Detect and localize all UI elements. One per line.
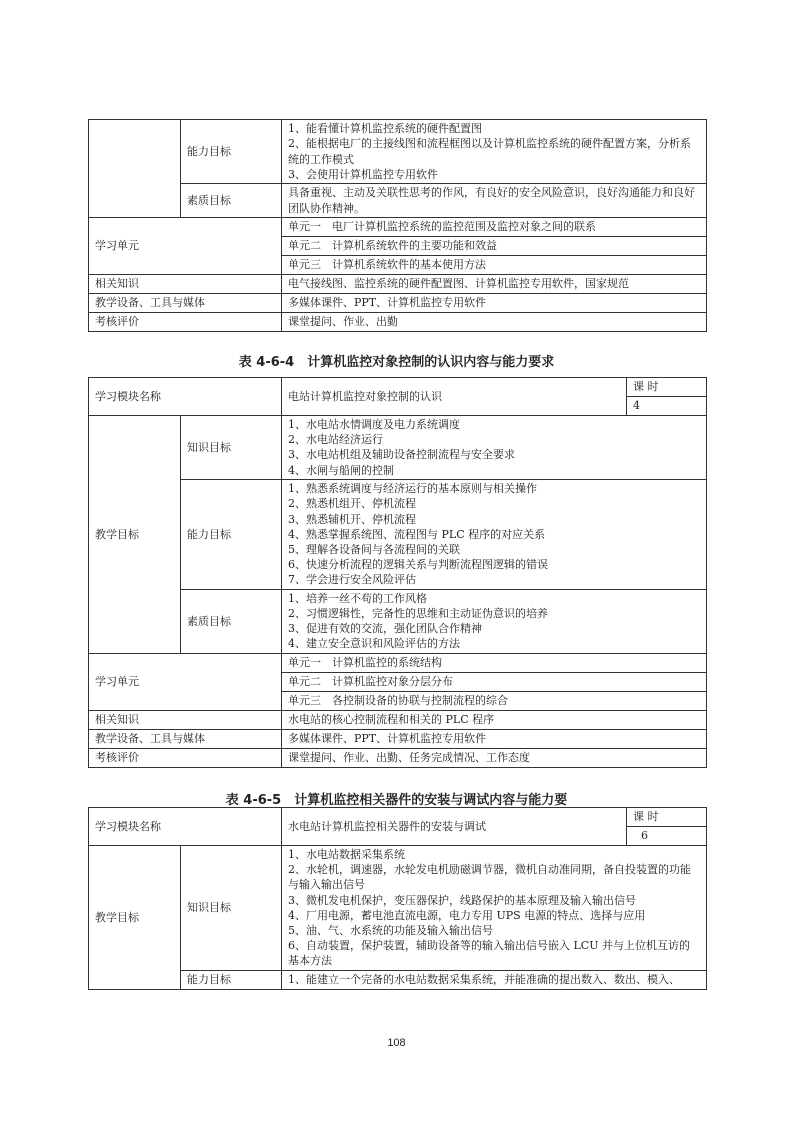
assessment-label: 考核评价	[89, 313, 282, 332]
ability-goal-list	[282, 970, 707, 989]
list-item: 1、水电站数据采集系统	[288, 848, 405, 861]
knowledge-text: 电气接线图、监控系统的硬件配置图、计算机监控专用软件，国家规范	[282, 275, 707, 294]
goals-label: 教学目标	[89, 416, 181, 654]
hours-value: 4	[627, 397, 707, 416]
list-item: 1、能看懂计算机监控系统的硬件配置图	[288, 122, 482, 136]
equipment-label: 教学设备、工具与媒体	[89, 729, 282, 748]
goals-label: 教学目标	[89, 846, 181, 990]
list-item: 7、学会进行安全风险评估	[288, 573, 416, 587]
assessment-text: 课堂提问、作业、出勤	[282, 313, 707, 332]
ability-goal-label: 能力目标	[181, 970, 282, 989]
unit-item: 单元二 计算机系统软件的主要功能和效益	[282, 237, 707, 256]
list-item: 4、厂用电源，蓄电池直流电源，电力专用 UPS 电源的特点、选择与应用	[288, 908, 646, 922]
list-item: 2、能根据电厂的主接线图和流程框图以及计算机监控系统的硬件配置方案，分析系统的工作模式	[288, 137, 691, 166]
ability-goal-label: 能力目标	[181, 479, 282, 589]
equipment-text: 多媒体课件、PPT、计算机监控专用软件	[282, 729, 707, 748]
module-label: 学习模块名称	[89, 378, 282, 416]
list-item: 2、水轮机，调速器，水轮发电机励磁调节器，微机自动准同期，备自投装置的功能与输入输出信号	[288, 863, 691, 892]
unit-item: 单元一 电厂计算机监控系统的监控范围及监控对象之间的联系	[282, 218, 707, 237]
hours-label: 课 时	[627, 378, 707, 397]
unit-item: 单元三 计算机系统软件的基本使用方法	[282, 256, 707, 275]
quality-goal-text: 具备重视、主动及关联性思考的作风，有良好的安全风险意识，良好沟通能力和良好团队协作精神。	[282, 184, 707, 218]
equipment-text: 多媒体课件、PPT、计算机监控专用软件	[282, 294, 707, 313]
list-item: 2、熟悉机组开、停机流程	[288, 497, 416, 511]
table-4-6-5	[88, 807, 707, 990]
assessment-text: 课堂提问、作业、出勤、任务完成情况、工作态度	[282, 748, 707, 767]
list-item: 6、自动装置，保护装置，辅助设备等的输入输出信号嵌入 LCU 并与上位机互访的基本方法	[288, 939, 690, 968]
list-item: 1、培养一丝不苟的工作风格	[288, 591, 427, 605]
knowledge-label: 相关知识	[89, 710, 282, 729]
module-label: 学习模块名称	[89, 808, 282, 846]
list-item: 1、熟悉系统调度与经济运行的基本原则与相关操作	[288, 482, 537, 496]
list-item: 1、水电站水情调度及电力系统调度	[288, 418, 460, 431]
list-item: 3、微机发电机保护，变压器保护，线路保护的基本原理及输入输出信号	[288, 893, 636, 907]
unit-item: 单元三 各控制设备的协联与控制流程的综合	[282, 691, 707, 710]
table-4-6-4	[88, 377, 707, 768]
list-item: 3、会使用计算机监控专用软件	[288, 167, 438, 181]
goals-label-cell	[89, 120, 181, 218]
ability-goal-list	[282, 479, 707, 589]
list-item: 2、习惯逻辑性，完备性的思维和主动证伪意识的培养	[288, 607, 548, 621]
units-label: 学习单元	[89, 218, 282, 275]
equipment-label: 教学设备、工具与媒体	[89, 294, 282, 313]
table-prev-continued	[88, 119, 707, 332]
list-item: 1、能建立一个完备的水电站数据采集系统，并能准确的提出数入、数出、模入、	[288, 973, 680, 987]
list-item: 4、水闸与船闸的控制	[288, 463, 394, 477]
list-item: 5、油、气、水系统的功能及输入输出信号	[288, 924, 493, 938]
assessment-label: 考核评价	[89, 748, 282, 767]
list-item: 4、熟悉掌握系统图、流程图与 PLC 程序的对应关系	[288, 527, 546, 541]
ability-goal-list	[282, 120, 707, 184]
list-item: 3、促进有效的交流，强化团队合作精神	[288, 622, 482, 636]
quality-goal-label: 素质目标	[181, 589, 282, 653]
knowledge-goal-label: 知识目标	[181, 416, 282, 480]
list-item: 3、熟悉辅机开、停机流程	[288, 512, 416, 526]
table-caption-4-6-5: 表 4-6-5 计算机监控相关器件的安装与调试内容与能力要	[225, 793, 568, 808]
knowledge-goal-list	[282, 416, 707, 480]
unit-item: 单元一 计算机监控的系统结构	[282, 653, 707, 672]
quality-goal-list	[282, 589, 707, 653]
knowledge-text: 水电站的核心控制流程和相关的 PLC 程序	[282, 710, 707, 729]
module-name: 电站计算机监控对象控制的认识	[282, 378, 627, 416]
hours-label: 课 时	[627, 808, 707, 827]
list-item: 2、水电站经济运行	[288, 433, 383, 447]
list-item: 4、建立安全意识和风险评估的方法	[288, 637, 460, 651]
page-number: 108	[387, 1037, 406, 1049]
knowledge-goal-label: 知识目标	[181, 846, 282, 971]
hours-value: 6	[627, 827, 707, 846]
knowledge-goal-list	[282, 846, 707, 971]
quality-goal-label: 素质目标	[181, 184, 282, 218]
list-item: 6、快速分析流程的逻辑关系与判断流程图逻辑的错误	[288, 558, 548, 572]
unit-item: 单元二 计算机监控对象分层分布	[282, 672, 707, 691]
list-item: 3、水电站机组及辅助设备控制流程与安全要求	[288, 448, 515, 462]
list-item: 5、理解各设备间与各流程间的关联	[288, 542, 460, 556]
units-label: 学习单元	[89, 653, 282, 710]
table-caption-4-6-4: 表 4-6-4 计算机监控对象控制的认识内容与能力要求	[238, 355, 555, 370]
knowledge-label: 相关知识	[89, 275, 282, 294]
module-name: 水电站计算机监控相关器件的安装与调试	[282, 808, 627, 846]
ability-goal-label: 能力目标	[181, 120, 282, 184]
